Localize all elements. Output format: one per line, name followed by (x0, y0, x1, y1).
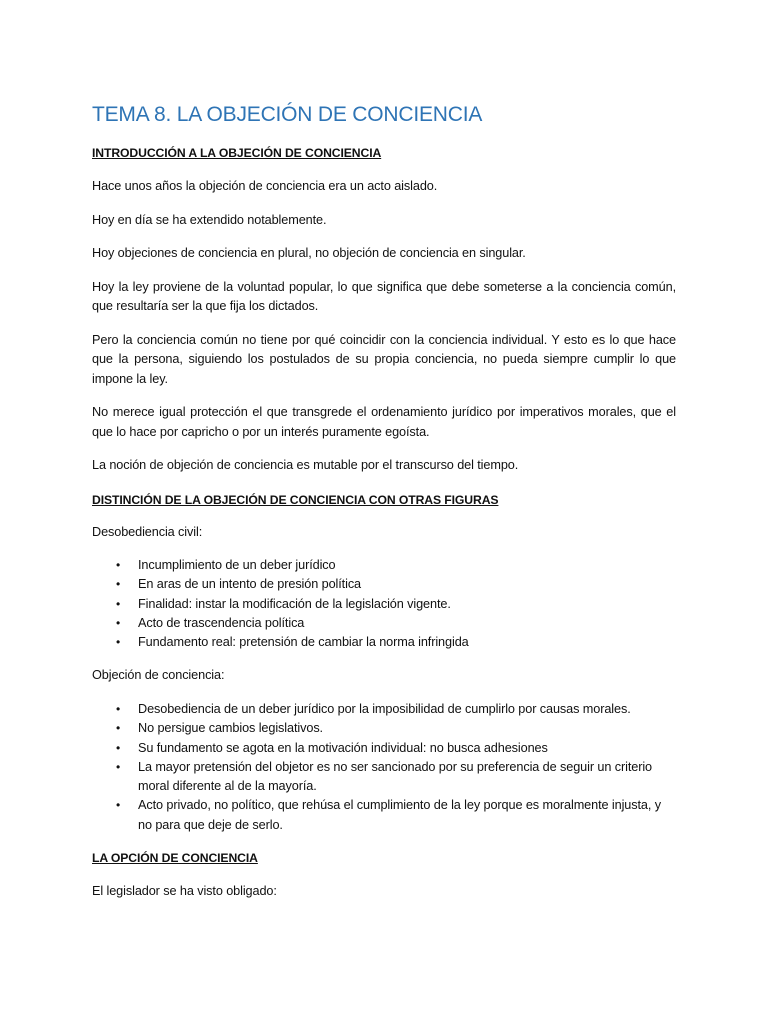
list-item: • No persigue cambios legislativos. (92, 719, 676, 738)
list-item: • En aras de un intento de presión política (92, 575, 676, 594)
bullet-icon: • (116, 558, 121, 572)
list-item: • Acto privado, no político, que rehúsa el cumplimiento de la ley porque es moralmente injusta, y no para que deje de serlo. (116, 798, 661, 832)
subsection-label-objecion: Objeción de conciencia: (92, 668, 225, 683)
paragraph: Hace unos años la objeción de conciencia era un acto aislado. (92, 179, 438, 193)
section-heading-distincion: DISTINCIÓN DE LA OBJECIÓN DE CONCIENCIA CON OTRAS FIGURAS (92, 492, 499, 507)
list-item: • Acto de trascendencia política (92, 614, 676, 633)
bullet-icon: • (116, 596, 121, 611)
paragraph: No merece igual protección el que transgrede el ordenamiento jurídico por imperativos morales, que el que lo hace por capricho o por un interés puramente egoísta. (92, 405, 676, 439)
paragraph: Hoy la ley proviene de la voluntad popular, lo que significa que debe someterse a la conciencia común, que resultaría ser la que fija los dictados. (92, 279, 676, 313)
bullet-icon: • (116, 577, 121, 592)
bullet-list-desobediencia (92, 556, 676, 652)
list-item: • Incumplimiento de un deber jurídico (92, 556, 676, 575)
list-item: • Desobediencia de un deber jurídico por la imposibilidad de cumplirlo por causas morales. (92, 700, 676, 719)
bullet-icon: • (116, 701, 121, 716)
subsection-label-desobediencia: Desobediencia civil: (92, 524, 203, 539)
paragraph: La noción de objeción de conciencia es mutable por el transcurso del tiempo. (92, 458, 519, 472)
paragraph: Pero la conciencia común no tiene por qué coincidir con la conciencia individual. Y esto es lo que hace que la persona, siguiendo los postulados de su propia conciencia, no pueda siempre cumplir lo que impone la ley. (92, 332, 676, 386)
bullet-icon: • (116, 615, 121, 630)
list-item: • Fundamento real: pretensión de cambiar la norma infringida (92, 633, 676, 652)
bullet-list-objecion (92, 700, 676, 835)
list-item: • La mayor pretensión del objetor es no ser sancionado por su preferencia de seguir un criterio moral diferente al de la mayoría. (116, 759, 653, 794)
bullet-icon: • (116, 759, 121, 774)
paragraph: El legislador se ha visto obligado: (92, 884, 277, 899)
bullet-icon: • (116, 635, 121, 650)
bullet-icon: • (116, 798, 121, 813)
document-title: TEMA 8. LA OBJECIÓN DE CONCIENCIA (92, 103, 483, 126)
bullet-icon: • (116, 740, 121, 755)
section-heading-introduccion: INTRODUCCIÓN A LA OBJECIÓN DE CONCIENCIA (92, 146, 382, 160)
section-heading-opcion: LA OPCIÓN DE CONCIENCIA (92, 851, 258, 866)
bullet-icon: • (116, 721, 121, 736)
list-item: • Su fundamento se agota en la motivación individual: no busca adhesiones (92, 739, 676, 758)
paragraph: Hoy objeciones de conciencia en plural, no objeción de conciencia en singular. (92, 246, 526, 260)
list-item: • Finalidad: instar la modificación de la legislación vigente. (92, 595, 676, 614)
paragraph: Hoy en día se ha extendido notablemente. (92, 212, 327, 227)
